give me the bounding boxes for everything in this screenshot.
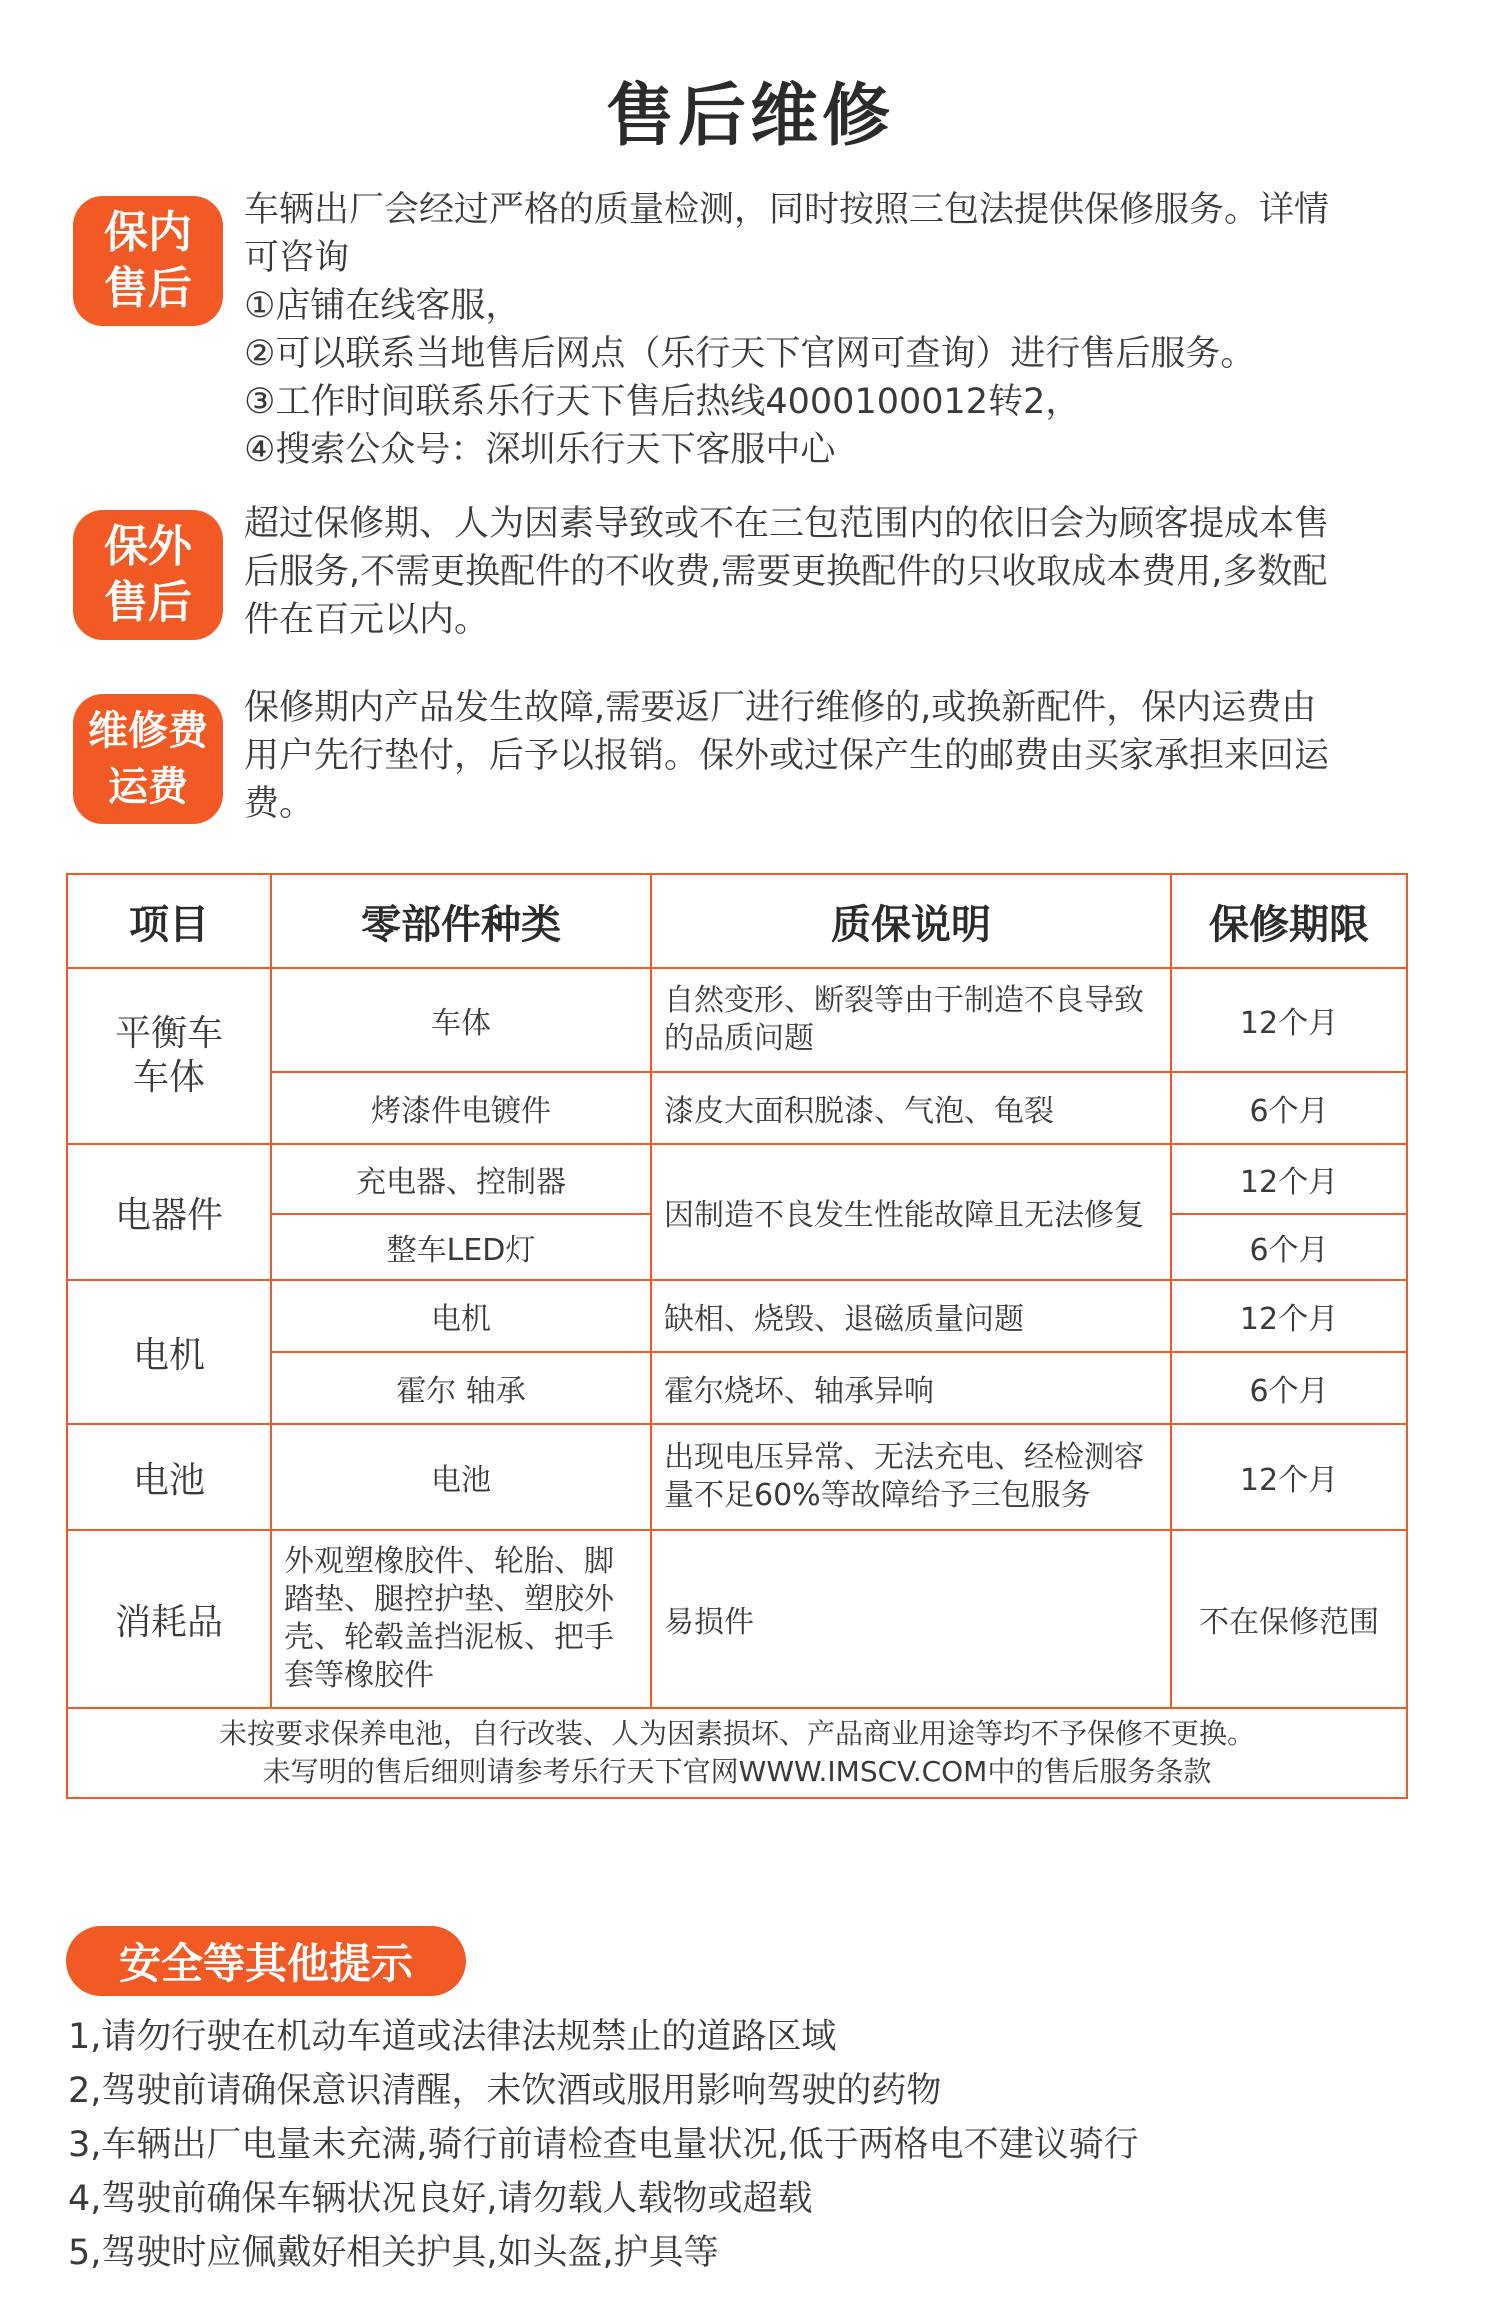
part-cell: 电池 bbox=[271, 1424, 651, 1530]
desc-cell bbox=[651, 968, 1171, 1072]
period-cell: 6个月 bbox=[1171, 1352, 1407, 1424]
desc-cell: 缺相、烧毁、退磁质量问题 bbox=[651, 1280, 1171, 1352]
text-line: 车辆出厂会经过严格的质量检测，同时按照三包法提供保修服务。详情 bbox=[244, 190, 1330, 230]
badge-line: 售后 bbox=[104, 577, 192, 628]
text-line: 超过保修期、人为因素导致或不在三包范围内的依旧会为顾客提成本售 bbox=[244, 504, 1330, 544]
text-line: 保修期内产品发生故障,需要返厂进行维修的,或换新配件，保内运费由 bbox=[244, 688, 1317, 728]
period-cell: 12个月 bbox=[1171, 968, 1407, 1072]
period-cell: 12个月 bbox=[1171, 1144, 1407, 1214]
part-line: 套等橡胶件 bbox=[284, 1658, 434, 1693]
text-line: ①店铺在线客服， bbox=[244, 286, 521, 326]
part-cell: 霍尔 轴承 bbox=[271, 1352, 651, 1424]
in-warranty-text bbox=[244, 186, 1414, 474]
text-line: ②可以联系当地售后网点（乐行天下官网可查询）进行售后服务。 bbox=[244, 334, 1256, 374]
text-line: ④搜索公众号：深圳乐行天下客服中心 bbox=[244, 430, 836, 470]
part-cell: 车体 bbox=[271, 968, 651, 1072]
category-cell: 电池 bbox=[67, 1424, 271, 1530]
part-line: 外观塑橡胶件、轮胎、脚 bbox=[284, 1544, 614, 1579]
tips-heading: 安全等其他提示 bbox=[66, 1926, 466, 1996]
table-row bbox=[67, 1424, 1407, 1530]
warranty-table bbox=[66, 873, 1408, 1799]
table-row bbox=[67, 1530, 1407, 1708]
text-line: ③工作时间联系乐行天下售后热线4000100012转2， bbox=[244, 382, 1081, 422]
category-line: 平衡车 bbox=[114, 1013, 223, 1054]
desc-cell: 漆皮大面积脱漆、气泡、龟裂 bbox=[651, 1072, 1171, 1144]
desc-line: 自然变形、断裂等由于制造不良导致 bbox=[664, 983, 1144, 1018]
repair-shipping-text bbox=[244, 684, 1414, 828]
header-warranty-period: 保修期限 bbox=[1171, 874, 1407, 968]
period-cell: 12个月 bbox=[1171, 1424, 1407, 1530]
desc-line: 的品质问题 bbox=[664, 1021, 814, 1056]
text-line: 件在百元以内。 bbox=[244, 600, 490, 640]
desc-cell: 因制造不良发生性能故障且无法修复 bbox=[651, 1144, 1171, 1280]
period-cell: 不在保修范围 bbox=[1171, 1530, 1407, 1708]
list-item: 3,车辆出厂电量未充满,骑行前请检查电量状况,低于两格电不建议骑行 bbox=[68, 2125, 1139, 2165]
period-cell: 12个月 bbox=[1171, 1280, 1407, 1352]
desc-cell: 易损件 bbox=[651, 1530, 1171, 1708]
part-cell: 烤漆件电镀件 bbox=[271, 1072, 651, 1144]
page-title: 售后维修 bbox=[605, 77, 894, 156]
list-item: 5,驾驶时应佩戴好相关护具,如头盔,护具等 bbox=[68, 2233, 719, 2273]
header-warranty-desc: 质保说明 bbox=[651, 874, 1171, 968]
table-row bbox=[67, 1144, 1407, 1214]
badge-repair-shipping bbox=[73, 694, 223, 824]
note-line: 未写明的售后细则请参考乐行天下官网WWW.IMSCV.COM中的售后服务条款 bbox=[262, 1755, 1212, 1788]
badge-line: 保内 bbox=[104, 207, 192, 258]
text-line: 可咨询 bbox=[244, 238, 350, 278]
table-row bbox=[67, 968, 1407, 1072]
part-cell: 电机 bbox=[271, 1280, 651, 1352]
badge-line: 运费 bbox=[108, 764, 188, 810]
table-header-row bbox=[67, 874, 1407, 968]
desc-line: 出现电压异常、无法充电、经检测容 bbox=[664, 1440, 1144, 1475]
period-cell: 6个月 bbox=[1171, 1214, 1407, 1280]
category-cell: 电机 bbox=[67, 1280, 271, 1424]
list-item: 1,请勿行驶在机动车道或法律法规禁止的道路区域 bbox=[68, 2017, 837, 2057]
table-note-row bbox=[67, 1708, 1407, 1798]
period-cell: 6个月 bbox=[1171, 1072, 1407, 1144]
table-note bbox=[67, 1708, 1407, 1798]
desc-cell bbox=[651, 1424, 1171, 1530]
badge-line: 售后 bbox=[104, 263, 192, 314]
badge-line: 保外 bbox=[104, 521, 192, 572]
part-cell bbox=[271, 1530, 651, 1708]
header-item: 项目 bbox=[67, 874, 271, 968]
list-item: 2,驾驶前请确保意识清醒，未饮酒或服用影响驾驶的药物 bbox=[68, 2071, 942, 2111]
tips-list bbox=[68, 2010, 1428, 2280]
part-cell: 整车LED灯 bbox=[271, 1214, 651, 1280]
category-cell: 消耗品 bbox=[67, 1530, 271, 1708]
part-line: 壳、轮毂盖挡泥板、把手 bbox=[284, 1620, 614, 1655]
list-item: 4,驾驶前确保车辆状况良好,请勿载人载物或超载 bbox=[68, 2179, 813, 2219]
text-line: 用户先行垫付，后予以报销。保外或过保产生的邮费由买家承担来回运 bbox=[244, 736, 1330, 776]
category-line: 车体 bbox=[132, 1057, 205, 1098]
desc-line: 量不足60%等故障给予三包服务 bbox=[664, 1478, 1091, 1513]
badge-in-warranty bbox=[73, 196, 223, 326]
header-part-type: 零部件种类 bbox=[271, 874, 651, 968]
badge-out-of-warranty bbox=[73, 510, 223, 640]
desc-cell: 霍尔烧坏、轴承异响 bbox=[651, 1352, 1171, 1424]
category-cell: 电器件 bbox=[67, 1144, 271, 1280]
text-line: 费。 bbox=[244, 784, 315, 824]
note-line: 未按要求保养电池，自行改装、人为因素损坏、产品商业用途等均不予保修不更换。 bbox=[218, 1717, 1255, 1750]
text-line: 后服务,不需更换配件的不收费,需要更换配件的只收取成本费用,多数配 bbox=[244, 552, 1328, 592]
badge-line: 维修费 bbox=[88, 708, 208, 754]
table-row bbox=[67, 1280, 1407, 1352]
part-line: 踏垫、腿控护垫、塑胶外 bbox=[284, 1582, 614, 1617]
out-of-warranty-text bbox=[244, 500, 1414, 644]
category-cell bbox=[67, 968, 271, 1144]
part-cell: 充电器、控制器 bbox=[271, 1144, 651, 1214]
